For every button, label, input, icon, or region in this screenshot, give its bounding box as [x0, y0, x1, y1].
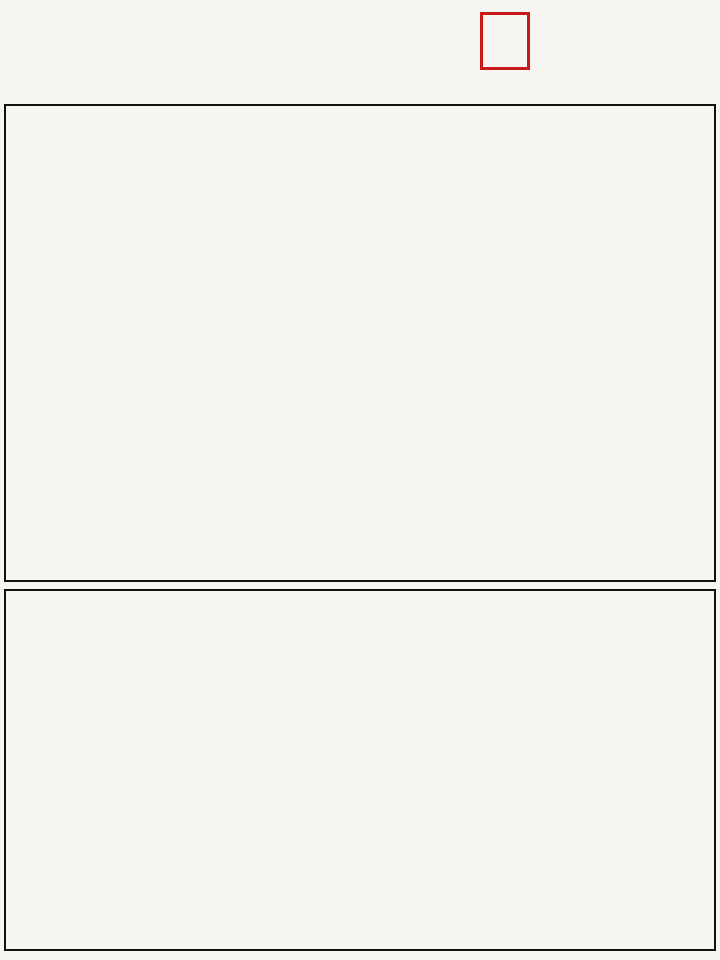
yearly-table	[4, 589, 716, 951]
seal-logo	[480, 12, 530, 70]
pillars-panel	[4, 104, 716, 582]
